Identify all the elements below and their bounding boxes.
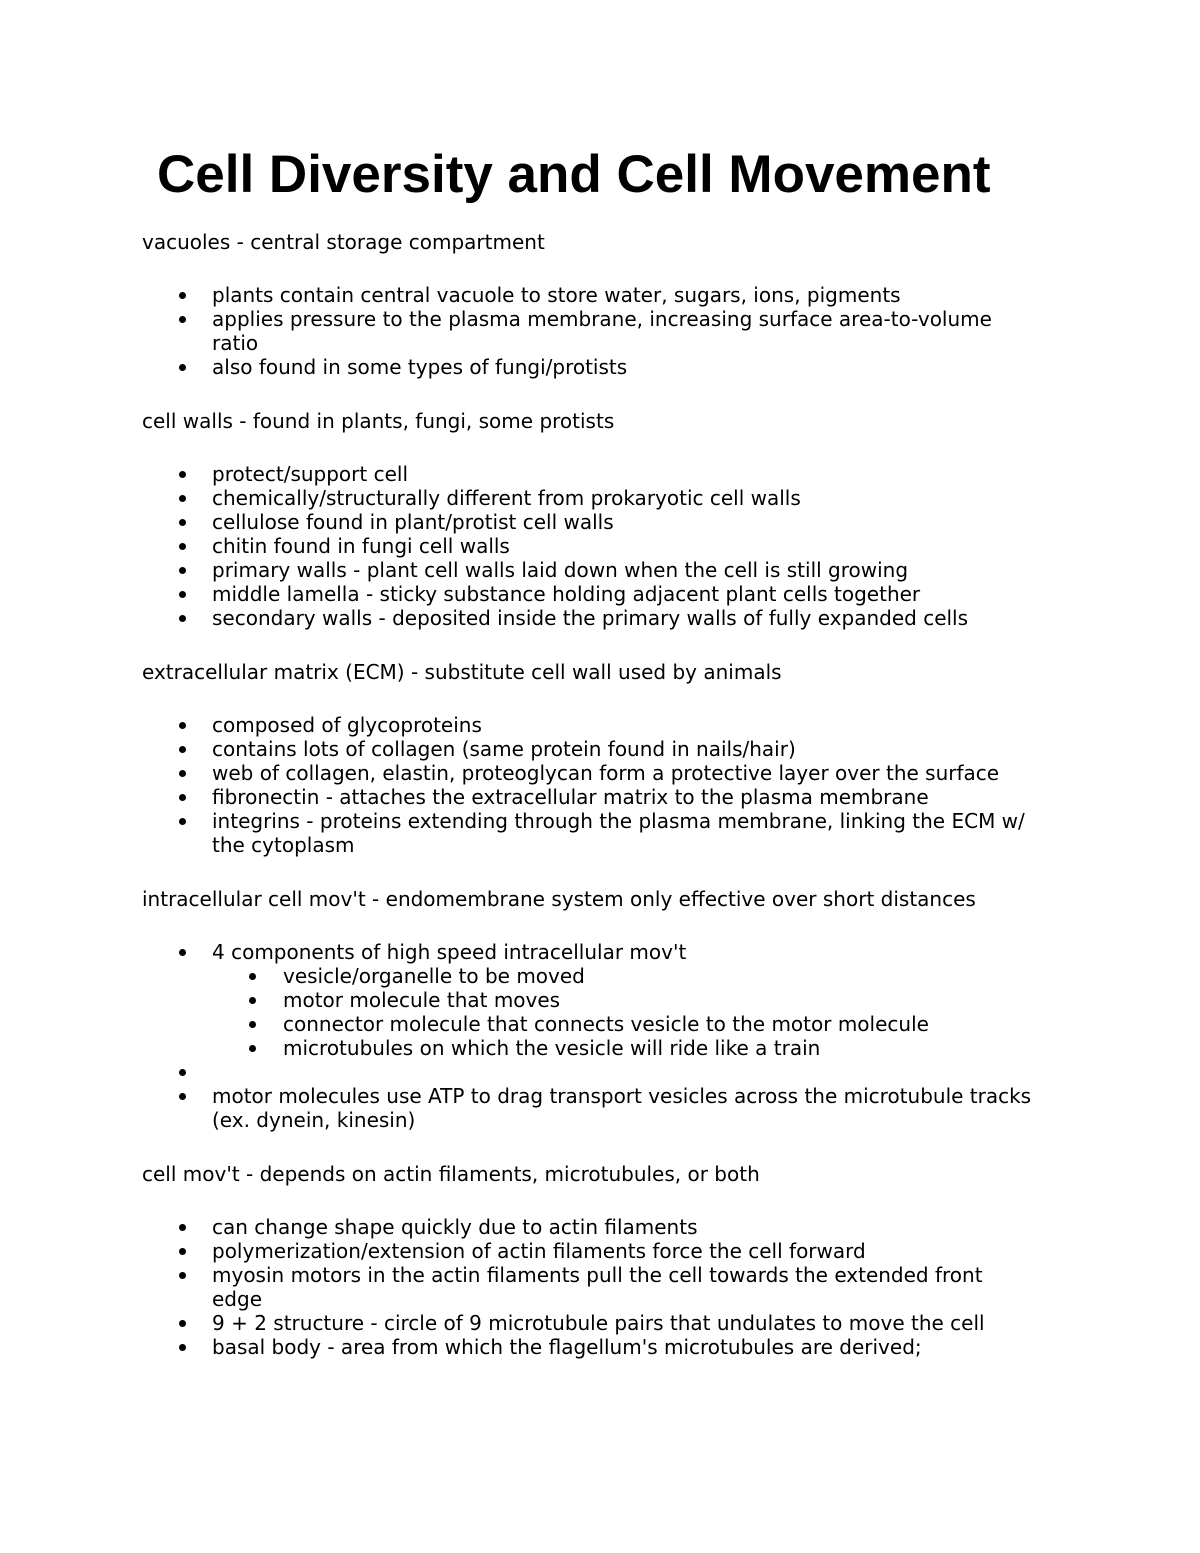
section-heading-vacuoles: vacuoles - central storage compartment	[142, 230, 545, 254]
list-item: plants contain central vacuole to store water, sugars, ions, pigments	[142, 283, 1062, 307]
list-item: motor molecules use ATP to drag transport vesicles across the microtubule tracks (ex. dynein, kinesin)	[142, 1084, 1052, 1132]
list-item: middle lamella - sticky substance holding adjacent plant cells together	[142, 582, 1062, 606]
list-item: chitin found in fungi cell walls	[142, 534, 1062, 558]
list-item: web of collagen, elastin, proteoglycan form a protective layer over the surface	[142, 761, 1002, 785]
document-title: Cell Diversity and Cell Movement	[157, 145, 991, 204]
section-heading-cell-movement: cell mov't - depends on actin filaments, microtubules, or both	[142, 1162, 760, 1186]
bullet-list-cell-walls	[142, 462, 1142, 630]
list-item: primary walls - plant cell walls laid down when the cell is still growing	[142, 558, 1062, 582]
list-item: composed of glycoproteins	[142, 713, 1062, 737]
sub-list-item: motor molecule that moves	[212, 988, 1063, 1012]
list-item: contains lots of collagen (same protein found in nails/hair)	[142, 737, 1062, 761]
bullet-list-vacuoles	[142, 283, 1142, 379]
list-item: integrins - proteins extending through the plasma membrane, linking the ECM w/ the cytoplasm	[142, 809, 1032, 857]
list-item: protect/support cell	[142, 462, 1062, 486]
list-item: chemically/structurally different from prokaryotic cell walls	[142, 486, 1062, 510]
sub-list-item: microtubules on which the vesicle will ride like a train	[212, 1036, 1063, 1060]
bullet-list-cell-movement	[142, 1215, 1142, 1359]
list-item-parent	[142, 940, 1142, 1060]
list-item: polymerization/extension of actin filaments force the cell forward	[142, 1239, 1062, 1263]
bullet-list-ecm	[142, 713, 1142, 857]
list-item: also found in some types of fungi/protists	[142, 355, 1062, 379]
bullet-list-intracellular-movement	[142, 940, 1142, 1132]
list-item: 9 + 2 structure - circle of 9 microtubule pairs that undulates to move the cell	[142, 1311, 1032, 1335]
section-heading-cell-walls: cell walls - found in plants, fungi, some protists	[142, 409, 615, 433]
section-heading-intracellular-movement: intracellular cell mov't - endomembrane system only effective over short distances	[142, 887, 976, 911]
list-item: secondary walls - deposited inside the primary walls of fully expanded cells	[142, 606, 1112, 630]
section-heading-ecm: extracellular matrix (ECM) - substitute cell wall used by animals	[142, 660, 782, 684]
list-item: fibronectin - attaches the extracellular matrix to the plasma membrane	[142, 785, 1062, 809]
list-item: cellulose found in plant/protist cell walls	[142, 510, 1062, 534]
list-item: myosin motors in the actin filaments pull the cell towards the extended front edge	[142, 1263, 1012, 1311]
sub-list-item: vesicle/organelle to be moved	[212, 964, 1063, 988]
list-item: applies pressure to the plasma membrane, increasing surface area-to-volume ratio	[142, 307, 1002, 355]
document-body	[142, 230, 1142, 1389]
list-item: basal body - area from which the flagellum's microtubules are derived;	[142, 1335, 1062, 1359]
sub-list-item: connector molecule that connects vesicle to the motor molecule	[212, 1012, 1063, 1036]
sub-bullet-list	[212, 964, 1142, 1060]
list-item: can change shape quickly due to actin filaments	[142, 1215, 1062, 1239]
list-item-empty	[142, 1060, 1062, 1084]
list-item: 4 components of high speed intracellular mov't	[142, 940, 1142, 964]
